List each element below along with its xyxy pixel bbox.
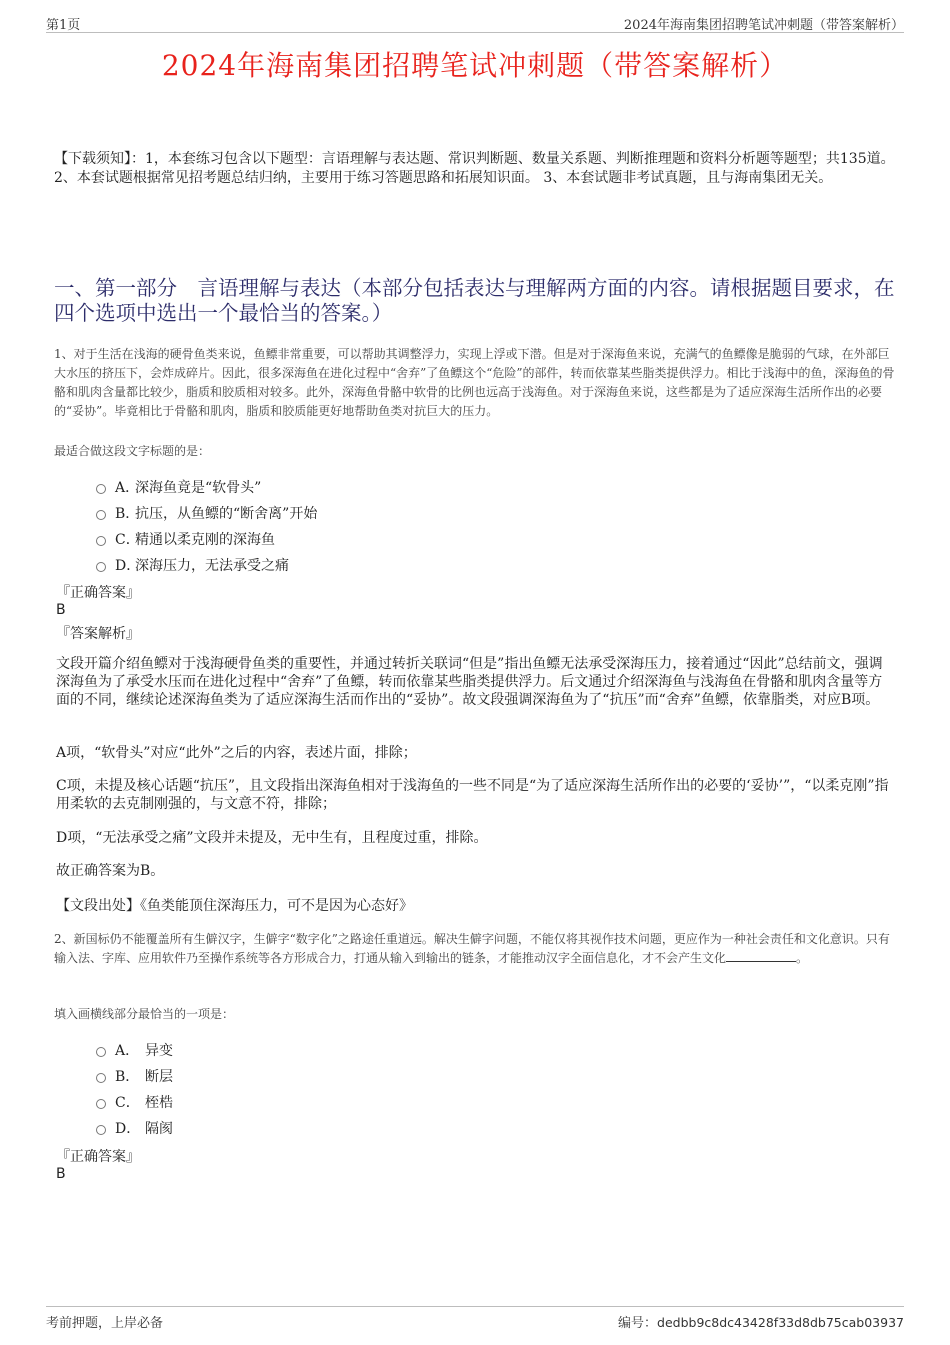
download-notice: 【下载须知】：1，本套练习包含以下题型：言语理解与表达题、常识判断题、数量关系题、判断推理题和资料分析题等题型；共135道。 2、本套试题根据常见招考题总结归纳，主要用于练习答题思路和拓展知识面。 3、本套试题非考试真题，且与海南集团无关。 [54, 151, 895, 186]
option-text: 抗压，从鱼鳔的“断舍离”开始 [135, 506, 318, 522]
option-text: 异变 [145, 1043, 173, 1059]
radio-icon[interactable] [96, 562, 106, 572]
radio-icon[interactable] [96, 1047, 106, 1057]
option-d[interactable] [96, 1115, 173, 1141]
header-doc-title: 2024年海南集团招聘笔试冲刺题（带答案解析） [623, 18, 904, 33]
option-c[interactable] [96, 526, 317, 552]
analysis-paragraph-5: 故正确答案为B。 [56, 863, 165, 879]
option-text: 精通以柔克刚的深海鱼 [135, 532, 275, 548]
option-text: 隔阂 [145, 1121, 173, 1137]
analysis-label: 『答案解析』 [56, 626, 140, 642]
radio-icon[interactable] [96, 1073, 106, 1083]
option-text: 断层 [145, 1069, 173, 1085]
analysis-paragraph-4: D项，“无法承受之痛”文段并未提及，无中生有，且程度过重，排除。 [56, 830, 488, 846]
page-number: 第1页 [46, 18, 81, 33]
analysis-paragraph-3: C项，未提及核心话题“抗压”，且文段指出深海鱼相对于浅海鱼的一些不同是“为了适应深海生活所作出的必要的‘妥协’”，“以柔克刚”指用柔软的去克制刚强的，与文意不符，排除； [56, 778, 889, 812]
question-2-stem-text: 2、新国标仍不能覆盖所有生僻汉字，生僻字“数字化”之路途任重道远。解决生僻字问题，不能仅将其视作技术问题，更应作为一种社会责任和文化意识。只有输入法、字库、应用软件乃至操作系统等各方形成合力，打通从输入到输出的链条，才能推动汉字全面信息化，才不会产生文化 [54, 932, 890, 965]
page-header [46, 14, 904, 33]
option-b[interactable] [96, 500, 317, 526]
question-2-stem [54, 930, 900, 968]
option-d[interactable] [96, 552, 317, 578]
radio-icon[interactable] [96, 1125, 106, 1135]
answer-value: B [56, 1166, 66, 1182]
analysis-paragraph-1: 文段开篇介绍鱼鳔对于浅海硬骨鱼类的重要性，并通过转折关联词“但是”指出鱼鳔无法承受深海压力，接着通过“因此”总结前文，强调深海鱼为了承受水压而在进化过程中“舍弃”了鱼鳔，转而依靠某些脂类提供浮力。后文通过介绍深海鱼与浅海鱼在骨骼和肌肉含量等方面的不同，继续论述深海鱼类为了适应深海生活而作出的“妥协”。故文段强调深海鱼为了“抗压”而“舍弃”鱼鳔，依靠脂类，对应B项。 [56, 656, 883, 708]
footer-divider [46, 1306, 904, 1307]
option-text: 深海压力，无法承受之痛 [135, 558, 289, 574]
section-heading: 一、第一部分 言语理解与表达（本部分包括表达与理解两方面的内容。请根据题目要求，在四个选项中选出一个最恰当的答案。） [54, 276, 895, 325]
question-1-stem: 1、对于生活在浅海的硬骨鱼类来说，鱼鳔非常重要，可以帮助其调整浮力，实现上浮或下潜。但是对于深海鱼来说，充满气的鱼鳔像是脆弱的气球，在外部巨大水压的挤压下，会炸成碎片。因此，很多深海鱼在进化过程中“舍弃”了鱼鳔这个“危险”的部件，转而依靠某些脂类提供浮力。相比于浅海中的鱼，深海鱼的骨骼和肌肉含量都比较少，脂质和胶质相对较多。此外，深海鱼骨骼中软骨的比例也远高于浅海鱼。对于深海鱼来说，这些都是为了适应深海生活所作出的必要的“妥协”。毕竟相比于骨骼和肌肉，脂质和胶质能更好地帮助鱼类对抗巨大的压力。 [54, 347, 895, 418]
option-a[interactable] [96, 474, 317, 500]
question-2-stem-end: 。 [796, 951, 809, 965]
option-key: C． [115, 1095, 140, 1111]
analysis-paragraph-2: A项，“软骨头”对应“此外”之后的内容，表述片面，排除； [56, 745, 417, 761]
fill-blank [726, 949, 796, 962]
option-key: D． [115, 1121, 141, 1137]
answer-label: 『正确答案』 [56, 1149, 140, 1165]
question-2-options [96, 1037, 173, 1141]
option-a[interactable] [96, 1037, 173, 1063]
question-1-options [96, 474, 317, 578]
option-key: A． [115, 480, 140, 496]
radio-icon[interactable] [96, 484, 106, 494]
footer-code-label: 编号： [618, 1316, 658, 1331]
option-text: 深海鱼竟是“软骨头” [135, 480, 262, 496]
footer-slogan: 考前押题，上岸必备 [46, 1316, 164, 1331]
option-b[interactable] [96, 1063, 173, 1089]
option-key: A． [115, 1043, 140, 1059]
radio-icon[interactable] [96, 1099, 106, 1109]
option-text: 桎梏 [145, 1095, 173, 1111]
radio-icon[interactable] [96, 510, 106, 520]
option-key: B． [115, 506, 140, 522]
option-key: B． [115, 1069, 140, 1085]
question-2-prompt: 填入画横线部分最恰当的一项是： [54, 1007, 235, 1021]
footer-code-value: dedbb9c8dc43428f33d8db75cab03937 [657, 1315, 904, 1330]
option-key: C． [115, 532, 140, 548]
source-note: 【文段出处】《鱼类能顶住深海压力，可不是因为心态好》 [56, 898, 413, 914]
answer-value: B [56, 602, 66, 618]
option-c[interactable] [96, 1089, 173, 1115]
question-1-prompt: 最适合做这段文字标题的是： [54, 444, 211, 458]
footer-code [618, 1312, 904, 1331]
radio-icon[interactable] [96, 536, 106, 546]
document-title: 2024年海南集团招聘笔试冲刺题（带答案解析） [161, 49, 789, 82]
option-key: D． [115, 558, 141, 574]
answer-label: 『正确答案』 [56, 585, 140, 601]
